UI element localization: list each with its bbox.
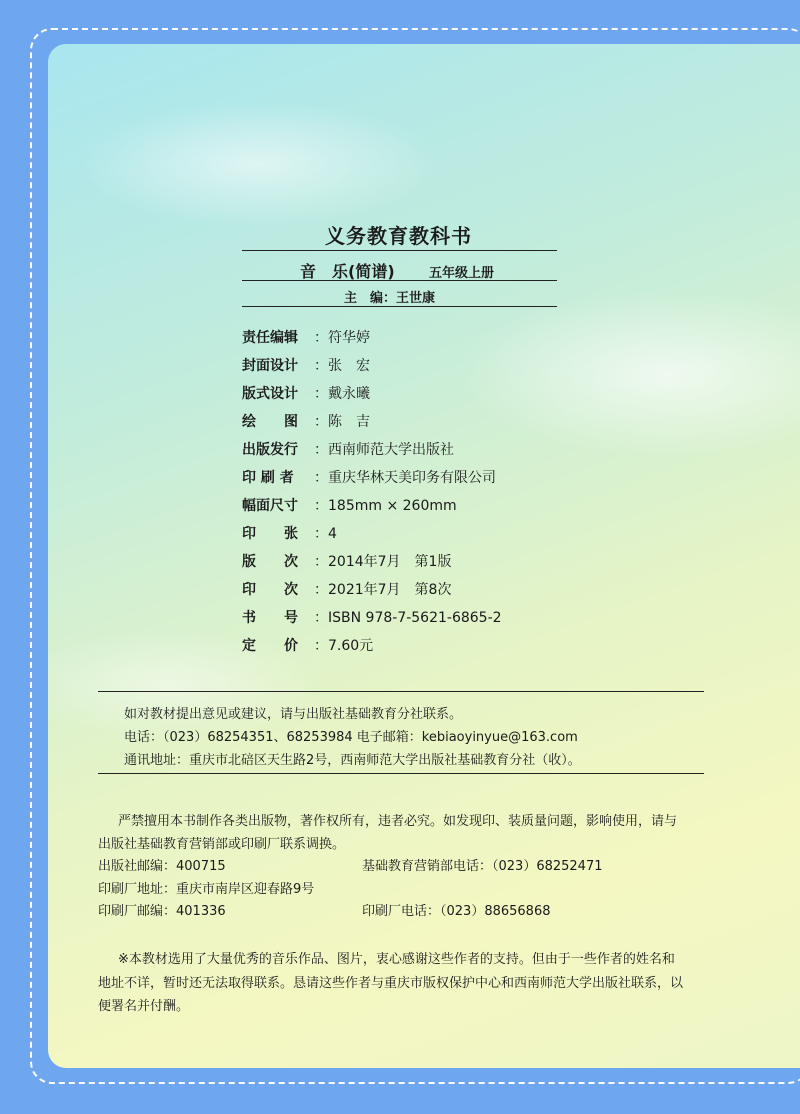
credit-value: 4 (328, 526, 337, 542)
credit-row (242, 607, 502, 627)
notice-line-2: 出版社基础教育营销部或印刷厂联系调换。 (98, 837, 346, 852)
credit-value: 张 宏 (328, 358, 370, 374)
credit-row (242, 411, 370, 431)
credit-label: 封面设计 (242, 358, 298, 374)
credit-row (242, 579, 451, 599)
credit-label: 责任编辑 (242, 330, 298, 346)
credit-value: 重庆华林天美印务有限公司 (328, 470, 496, 486)
acknowledgement-line-3: 便署名并付酬。 (98, 999, 190, 1014)
printer-address: 印刷厂地址：重庆市南岸区迎春路9号 (98, 882, 315, 897)
credit-row (242, 495, 457, 515)
copyright-page (48, 44, 800, 1068)
credit-label: 版 次 (242, 554, 298, 570)
notice-line-1: 严禁擅用本书制作各类出版物，著作权所有，违者必究。如发现印、装质量问题，影响使用，请与 (118, 814, 678, 829)
printer-postcode: 印刷厂邮编：401336 (98, 904, 226, 919)
credit-row (242, 467, 496, 487)
credit-colon: ： (314, 414, 328, 430)
credit-value: ISBN 978-7-5621-6865-2 (328, 610, 502, 626)
credit-row (242, 327, 370, 347)
credit-colon: ： (314, 358, 328, 374)
credit-value: 符华婷 (328, 330, 370, 346)
grade-label: 五年级上册 (429, 266, 495, 281)
credit-value: 陈 吉 (328, 414, 370, 430)
credit-row (242, 551, 451, 571)
credit-value: 7.60元 (328, 638, 374, 654)
chief-editor (344, 287, 435, 306)
credit-value: 2014年7月 第1版 (328, 554, 452, 570)
credit-row (242, 383, 370, 403)
credit-value: 西南师范大学出版社 (328, 442, 454, 458)
publisher-postcode: 出版社邮编：400715 (98, 859, 226, 874)
feedback-rule-bottom (98, 773, 704, 774)
credit-colon: ： (314, 526, 328, 542)
credit-label: 印 刷 者 (242, 470, 294, 486)
credit-colon: ： (314, 442, 328, 458)
credit-row (242, 523, 337, 543)
title-rule-middle (242, 280, 557, 281)
credit-label: 版式设计 (242, 386, 298, 402)
subject-title: 音 乐(简谱) (300, 262, 395, 281)
credit-colon: ： (314, 582, 328, 598)
credit-colon: ： (314, 638, 328, 654)
marketing-phone: 基础教育营销部电话：（023）68252471 (362, 859, 603, 874)
chief-editor-colon: ： (383, 291, 397, 306)
credit-colon: ： (314, 470, 328, 486)
acknowledgement-line-1: ※本教材选用了大量优秀的音乐作品、图片，衷心感谢这些作者的支持。但由于一些作者的姓名和 (118, 952, 675, 967)
chief-editor-name: 王世康 (396, 291, 436, 306)
credit-label: 书 号 (242, 610, 298, 626)
credit-label: 幅面尺寸 (242, 498, 298, 514)
credit-label: 绘 图 (242, 414, 298, 430)
acknowledgement-line-2: 地址不详，暂时还无法取得联系。恳请这些作者与重庆市版权保护中心和西南师范大学出版社联系，以 (98, 976, 684, 991)
printer-phone: 印刷厂电话：（023）88656868 (362, 904, 551, 919)
credit-value: 185mm × 260mm (328, 498, 457, 514)
series-title: 义务教育教科书 (325, 224, 472, 248)
credit-colon: ： (314, 498, 328, 514)
credit-colon: ： (314, 554, 328, 570)
chief-editor-label: 主 编 (344, 291, 384, 306)
title-rule-bottom (242, 306, 557, 307)
feedback-contact: 电话：（023）68254351、68253984 电子邮箱：kebiaoyinyue@163.com (124, 730, 578, 745)
credit-row (242, 355, 370, 375)
credit-colon: ： (314, 610, 328, 626)
credit-label: 印 张 (242, 526, 298, 542)
credit-label: 印 次 (242, 582, 298, 598)
credit-value: 2021年7月 第8次 (328, 582, 452, 598)
credit-label: 定 价 (242, 638, 298, 654)
feedback-rule-top (98, 691, 704, 692)
feedback-address: 通讯地址：重庆市北碚区天生路2号，西南师范大学出版社基础教育分社（收）。 (124, 753, 581, 768)
credit-colon: ： (314, 330, 328, 346)
title-rule-top (242, 250, 557, 251)
credit-value: 戴永曦 (328, 386, 370, 402)
credit-label: 出版发行 (242, 442, 298, 458)
credit-colon: ： (314, 386, 328, 402)
feedback-line-1: 如对教材提出意见或建议，请与出版社基础教育分社联系。 (124, 707, 463, 722)
credit-row (242, 439, 454, 459)
credit-row (242, 635, 373, 655)
